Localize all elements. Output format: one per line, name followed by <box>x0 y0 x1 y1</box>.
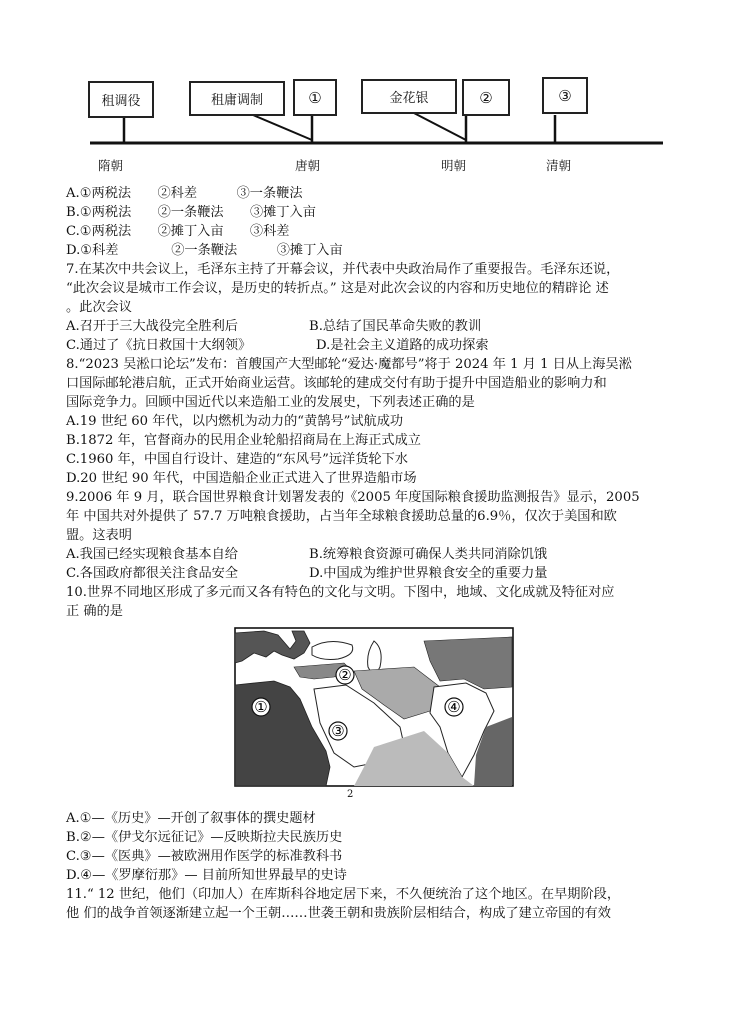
timeline-box-jinhuayin: 金花银 <box>361 79 457 114</box>
q7-stem-line-2: “此次会议是城市工作会议，是历史的转折点。” 这是对此次会议的内容和历史地位的精辟论 述 <box>66 281 609 296</box>
q6-option-c: C.①两税法 ②摊丁入亩 ③科差 <box>66 224 290 239</box>
q7-option-a: A.召开于三大战役完全胜利后 <box>66 319 238 334</box>
dynasty-label-tang: 唐朝 <box>295 158 321 173</box>
q10-option-c: C.③—《医典》—被欧洲用作医学的标准教科书 <box>66 849 343 864</box>
timeline-box-blank-3: ③ <box>542 77 588 114</box>
q10-option-a: A.①—《历史》—开创了叙事体的撰史题材 <box>66 811 316 826</box>
q9-option-c: C.各国政府都很关注食品安全 <box>66 566 239 581</box>
q8-option-b: B.1872 年，官督商办的民用企业轮船招商局在上海正式成立 <box>66 433 421 448</box>
q10-option-d: D.④—《罗摩衍那》— 目前所知世界最早的史诗 <box>66 868 347 883</box>
dynasty-label-sui: 隋朝 <box>98 158 124 173</box>
map-marker-4: ④ <box>447 698 461 716</box>
q7-stem-line-3: 。此次会议 <box>66 300 132 315</box>
q10-map-caption: 2 <box>347 789 354 800</box>
timeline-box-zudiaoyi: 租调役 <box>88 81 154 118</box>
q11-stem-line-2: 他 们的战争首领逐渐建立起一个王朝……世袭王朝和贵族阶层相结合，构成了建立帝国的有效 <box>66 906 611 921</box>
connector-jinhuayin <box>412 112 466 140</box>
q6-option-b: B.①两税法 ②一条鞭法 ③摊丁入亩 <box>66 205 316 220</box>
connector-zuyongdiao <box>253 115 312 140</box>
q9-option-a: A.我国已经实现粮食基本自给 <box>66 547 238 562</box>
q7-option-c: C.通过了《抗日救国十大纲领》 <box>66 338 252 353</box>
q9-option-d: D.中国成为维护世界粮食安全的重要力量 <box>309 566 548 581</box>
q10-map <box>234 627 514 787</box>
dynasty-label-ming: 明朝 <box>441 158 467 173</box>
q10-stem-line-2: 正 确的是 <box>66 604 123 619</box>
q9-stem-line-3: 盟。这表明 <box>66 528 132 543</box>
q8-option-d: D.20 世纪 90 年代，中国造船企业正式进入了世界造船市场 <box>66 471 417 486</box>
q8-stem-line-1: 8.“2023 吴淞口论坛”发布：首艘国产大型邮轮“爱达·魔都号”将于 2024 年 1 月 1 日从上海吴淞 <box>66 357 632 372</box>
q10-stem-line-1: 10.世界不同地区形成了多元而又各有特色的文化与文明。下图中，地域、文化成就及特征对应 <box>66 585 615 600</box>
q9-option-b: B.统筹粮食资源可确保人类共同消除饥饿 <box>309 547 548 562</box>
timeline-box-zuyongdiao: 租庸调制 <box>189 81 285 116</box>
map-marker-3: ③ <box>331 722 345 740</box>
map-marker-2: ② <box>338 666 352 684</box>
q8-stem-line-2: 口国际邮轮港启航，正式开始商业运营。该邮轮的建成交付有助于提升中国造船业的影响力和 <box>66 376 607 391</box>
q7-option-d: D.是社会主义道路的成功探索 <box>316 338 489 353</box>
q10-option-b: B.②—《伊戈尔远征记》—反映斯拉夫民族历史 <box>66 830 343 845</box>
q6-option-d: D.①科差 ②一条鞭法 ③摊丁入亩 <box>66 243 343 258</box>
q7-stem-line-1: 7.在某次中共会议上，毛泽东主持了开幕会议，并代表中央政治局作了重要报告。毛泽东还说， <box>66 262 620 277</box>
q8-option-c: C.1960 年，中国自行设计、建造的“东风号”远洋货轮下水 <box>66 452 408 467</box>
map-marker-1: ① <box>254 698 268 716</box>
q7-option-b: B.总结了国民革命失败的教训 <box>309 319 482 334</box>
q11-stem-line-1: 11.“ 12 世纪，他们（印加人）在库斯科谷地定居下来，不久便统治了这个地区。在早期阶段， <box>66 887 621 902</box>
q8-stem-line-3: 国际竞争力。回顾中国近代以来造船工业的发展史，下列表述正确的是 <box>66 395 475 410</box>
q6-option-a: A.①两税法 ②科差 ③一条鞭法 <box>66 186 303 201</box>
timeline-box-blank-1: ① <box>293 79 337 116</box>
dynasty-label-qing: 清朝 <box>546 158 572 173</box>
q9-stem-line-2: 年 中国共对外提供了 57.7 万吨粮食援助，占当年全球粮食援助总量的6.9％，仅次于美国和欧 <box>66 509 617 524</box>
q8-option-a: A.19 世纪 60 年代，以内燃机为动力的“黄鹄号”试航成功 <box>66 414 404 429</box>
timeline-box-blank-2: ② <box>462 79 510 116</box>
q9-stem-line-1: 9.2006 年 9 月，联合国世界粮食计划署发表的《2005 年度国际粮食援助监测报告》显示，2005 <box>66 490 640 505</box>
